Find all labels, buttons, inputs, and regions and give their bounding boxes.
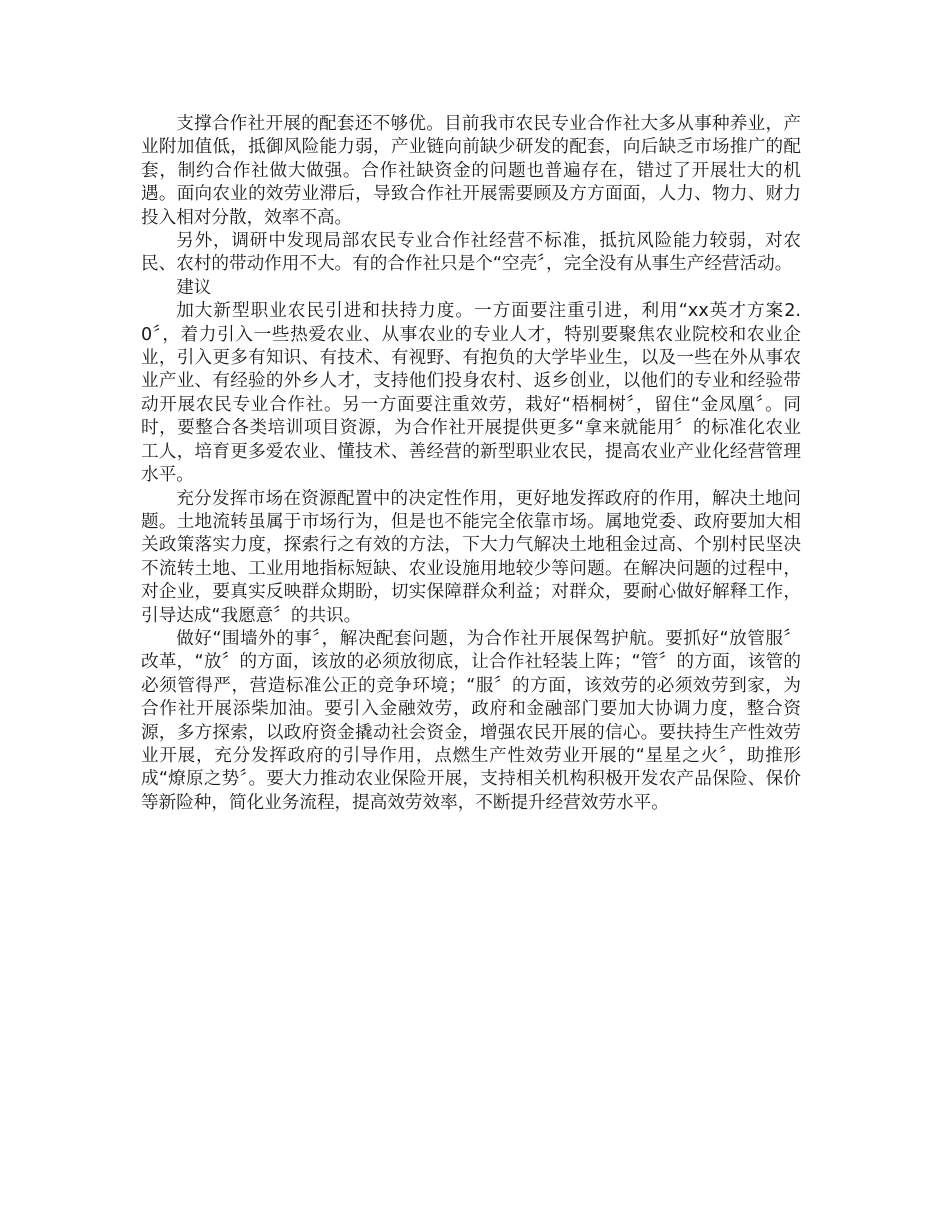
- paragraph-land-issues: 充分发挥市场在资源配置中的决定性作用，更好地发挥政府的作用，解决土地问题。土地流转虽属于市场行为，但是也不能完全依靠市场。属地党委、政府要加大相关政策落实力度，探索行之有效的方法，下大力气解决土地租金过高、个别村民坚决不流转土地、工业用地指标短缺、农业设施用地较少等问题。在解决问题的过程中，对企业，要真实反映群众期盼，切实保障群众利益；对群众，要耐心做好解释工作，引导达成“我愿意〞的共识。: [141, 488, 801, 626]
- paragraph-nonstandard-operations: 另外，调研中发现局部农民专业合作社经营不标准，抵抗风险能力较弱，对农民、农村的带动作用不大。有的合作社只是个“空壳〞，完全没有从事生产经营活动。: [141, 231, 801, 275]
- paragraph-supporting-measures: 做好“围墙外的事〞，解决配套问题，为合作社开展保驾护航。要抓好“放管服〞改革，“放〞的方面，该放的必须放彻底，让合作社轻装上阵；“管〞的方面，该管的必须管得严，营造标准公正的竞争环境；“服〞的方面，该效劳的必须效劳到家，为合作社开展添柴加油。要引入金融效劳，政府和金融部门要加大协调力度，整合资源，多方探索，以政府资金撬动社会资金，增强农民开展的信心。要扶持生产性效劳业开展，充分发挥政府的引导作用，点燃生产性效劳业开展的“星星之火〞，助推形成“燎原之势〞。要大力推动农业保险开展，支持相关机构积极开发农产品保险、保价等新险种，简化业务流程，提高效劳效率，不断提升经营效劳水平。: [141, 628, 801, 813]
- paragraph-supporting-services: 支撑合作社开展的配套还不够优。目前我市农民专业合作社大多从事种养业，产业附加值低，抵御风险能力弱，产业链向前缺少研发的配套，向后缺乏市场推广的配套，制约合作社做大做强。合作社缺资金的问题也普遍存在，错过了开展壮大的机遇。面向农业的效劳业滞后，导致合作社开展需要顾及方方面面，人力、物力、财力投入相对分散，效率不高。: [141, 114, 801, 228]
- section-heading-suggestions: 建议: [176, 277, 212, 298]
- document-body: [141, 113, 801, 815]
- paragraph-talent-introduction: 加大新型职业农民引进和扶持力度。一方面要注重引进，利用“xx英才方案2.0〞，着力引入一些热爱农业、从事农业的专业人才，特别要聚焦农业院校和农业企业，引入更多有知识、有技术、有视野、有抱负的大学毕业生，以及一些在外从事农业产业、有经验的外乡人才，支持他们投身农村、返乡创业，以他们的专业和经验带动开展农民专业合作社。另一方面要注重效劳，栽好“梧桐树〞，留住“金凤凰〞。同时，要整合各类培训项目资源，为合作社开展提供更多“拿来就能用〞的标准化农业工人，培育更多爱农业、懂技术、善经营的新型职业农民，提高农业产业化经营管理水平。: [141, 301, 801, 486]
